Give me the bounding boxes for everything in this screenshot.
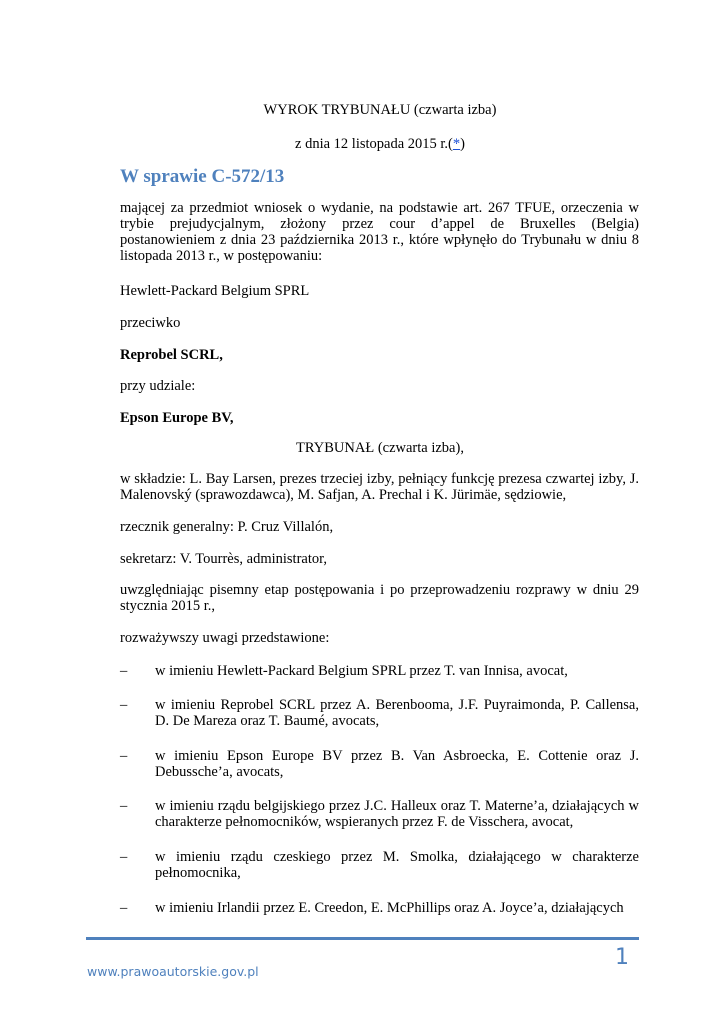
judgment-heading: WYROK TRYBUNAŁU (czwarta izba) [263, 102, 497, 118]
list-bullet: – [120, 748, 128, 764]
party-applicant: Hewlett-Packard Belgium SPRL [120, 283, 310, 299]
intro-paragraph: mającej za przedmiot wniosek o wydanie, na podstawie art. 267 TFUE, orzeczenia w trybie prejudycjalnym, złożony przez cour d’appel de Bruxelles (Belgia) postanowieniem z dnia 23 października 2013 r., które wpłynęło do Trybunału w dniu 8 listopada 2013 r., w postępowaniu: [120, 200, 639, 264]
list-bullet: – [120, 697, 128, 713]
party-defendant: Reprobel SCRL, [120, 347, 223, 363]
list-bullet: – [120, 849, 128, 865]
page-number: 1 [615, 945, 629, 970]
date-text: z dnia 12 listopada 2015 r.( [295, 136, 453, 152]
advocate-general: rzecznik generalny: P. Cruz Villalón, [120, 519, 334, 535]
list-bullet: – [120, 798, 128, 814]
observations-intro: rozważywszy uwagi przedstawione: [120, 630, 330, 646]
party-intervener: Epson Europe BV, [120, 410, 234, 426]
list-item: w imieniu rządu czeskiego przez M. Smolka, działającego w charakterze pełnomocnika, [155, 849, 639, 881]
list-bullet: – [120, 663, 128, 679]
court-heading: TRYBUNAŁ (czwarta izba), [296, 440, 464, 456]
judgment-date [120, 135, 640, 153]
procedure-paragraph: uwzględniając pisemny etap postępowania i po przeprowadzeniu rozprawy w dniu 29 stycznia 2015 r., [120, 582, 639, 614]
list-item: w imieniu Hewlett-Packard Belgium SPRL przez T. van Innisa, avocat, [155, 663, 568, 679]
list-item: w imieniu Reprobel SCRL przez A. Berenbooma, J.F. Puyraimonda, P. Callensa, D. De Mareza oraz T. Baumé, avocats, [155, 697, 639, 729]
registrar: sekretarz: V. Tourrès, administrator, [120, 551, 327, 567]
case-title: W sprawie C-572/13 [120, 166, 285, 187]
list-item: w imieniu Epson Europe BV przez B. Van Asbroecka, E. Cottenie oraz J. Debussche’a, avocats, [155, 748, 639, 780]
footnote-link[interactable]: * [452, 136, 461, 152]
footer-website-link[interactable]: www.prawoautorskie.gov.pl [87, 964, 259, 979]
composition-paragraph: w składzie: L. Bay Larsen, prezes trzeciej izby, pełniący funkcję prezesa czwartej izby, J. Malenovský (sprawozdawca), M. Safjan, A. Prechal i K. Jürimäe, sędziowie, [120, 471, 639, 503]
versus-text: przeciwko [120, 315, 181, 331]
footer-divider [86, 937, 639, 940]
date-close: ) [460, 136, 465, 152]
list-item: w imieniu Irlandii przez E. Creedon, E. McPhillips oraz A. Joyce’a, działających [155, 900, 624, 916]
participation-text: przy udziale: [120, 378, 196, 394]
list-item: w imieniu rządu belgijskiego przez J.C. Halleux oraz T. Materne’a, działających w charakterze pełnomocników, wspieranych przez F. de Visschera, avocat, [155, 798, 639, 830]
list-bullet: – [120, 900, 128, 916]
